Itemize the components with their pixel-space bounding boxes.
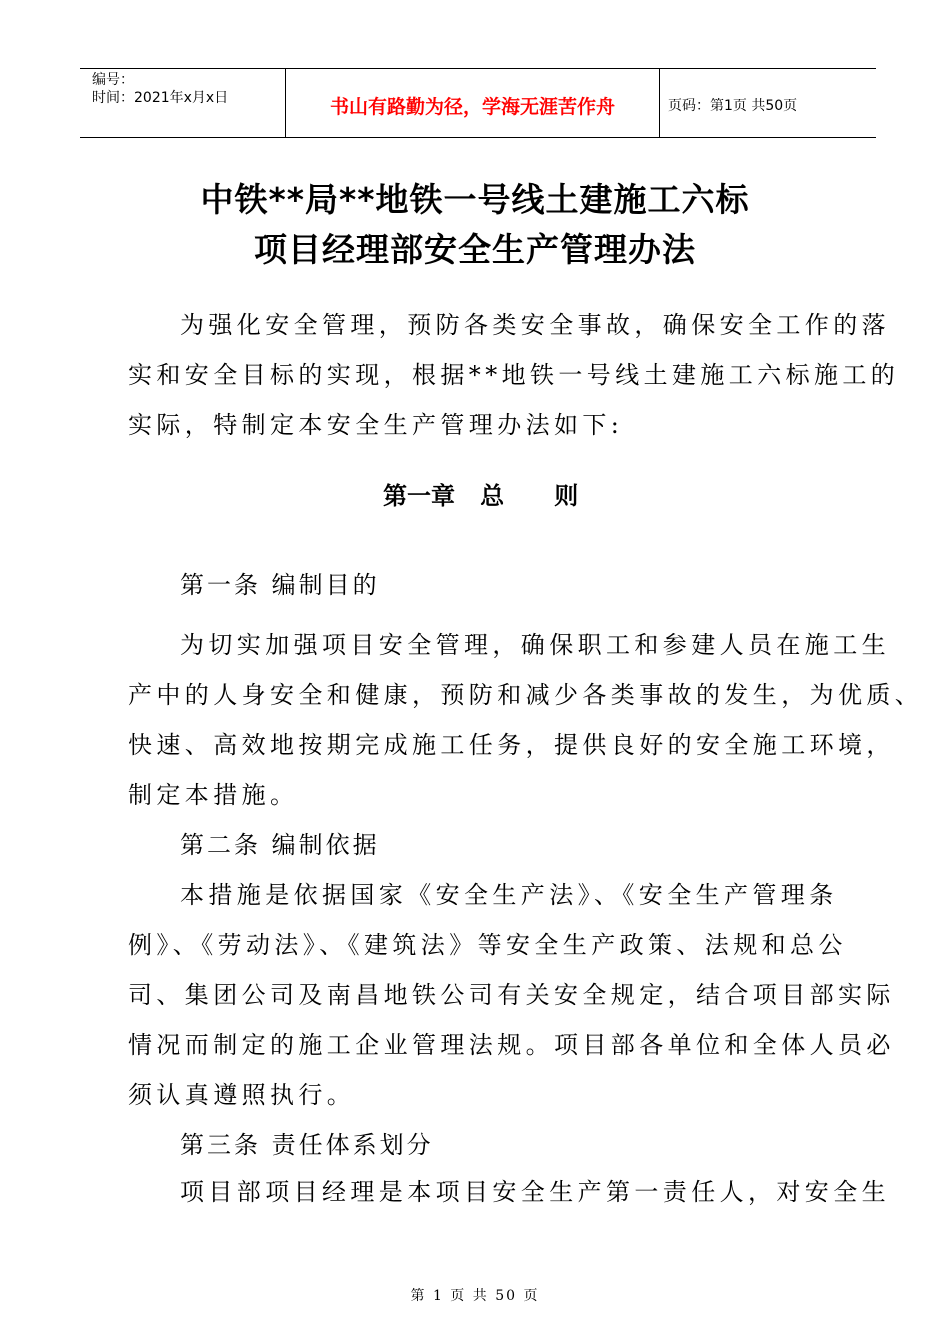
article-2-line: 本措施是依据国家《安全生产法》、《安全生产管理条	[180, 881, 838, 909]
article-1-line: 快速、高效地按期完成施工任务，提供良好的安全施工环境，	[128, 731, 895, 759]
article-2-line: 例》、《劳动法》、《建筑法》等安全生产政策、法规和总公	[128, 931, 847, 959]
intro-line: 实际，特制定本安全生产管理办法如下:	[128, 411, 624, 439]
article-3-line: 项目部项目经理是本项目安全生产第一责任人，对安全生	[180, 1178, 890, 1206]
document-title-line-2: 项目经理部安全生产管理办法	[254, 230, 696, 269]
article-2-line: 须认真遵照执行。	[128, 1081, 356, 1109]
article-1-line: 为切实加强项目安全管理，确保职工和参建人员在施工生	[180, 631, 890, 659]
intro-line: 为强化安全管理，预防各类安全事故，确保安全工作的落	[180, 311, 890, 339]
intro-line: 实和安全目标的实现，根据**地铁一号线土建施工六标施工的	[128, 361, 900, 389]
document-header	[80, 68, 876, 138]
article-1-line: 制定本措施。	[128, 781, 299, 809]
article-2-line: 司、集团公司及南昌地铁公司有关安全规定，结合项目部实际	[128, 981, 895, 1009]
document-number: 编号：	[92, 72, 134, 88]
document-time: 时间：2021年x月x日	[92, 90, 229, 106]
article-1-heading: 第一条 编制目的	[180, 571, 380, 599]
header-meta	[80, 69, 286, 137]
article-2-line: 情况而制定的施工企业管理法规。项目部各单位和全体人员必	[128, 1031, 895, 1059]
header-page-number: 页码：第1页 共50页	[668, 98, 798, 114]
page-footer: 第 1 页 共 50 页	[410, 1288, 540, 1304]
article-1-line: 产中的人身安全和健康，预防和减少各类事故的发生，为优质、	[128, 681, 924, 709]
article-2-heading: 第二条 编制依据	[180, 831, 380, 859]
chapter-heading: 第一章 总 则	[383, 482, 579, 510]
article-3-heading: 第三条 责任体系划分	[180, 1131, 434, 1159]
header-slogan: 书山有路勤为径，学海无涯苦作舟	[286, 69, 660, 137]
document-title-line-1: 中铁**局**地铁一号线土建施工六标	[200, 180, 750, 219]
